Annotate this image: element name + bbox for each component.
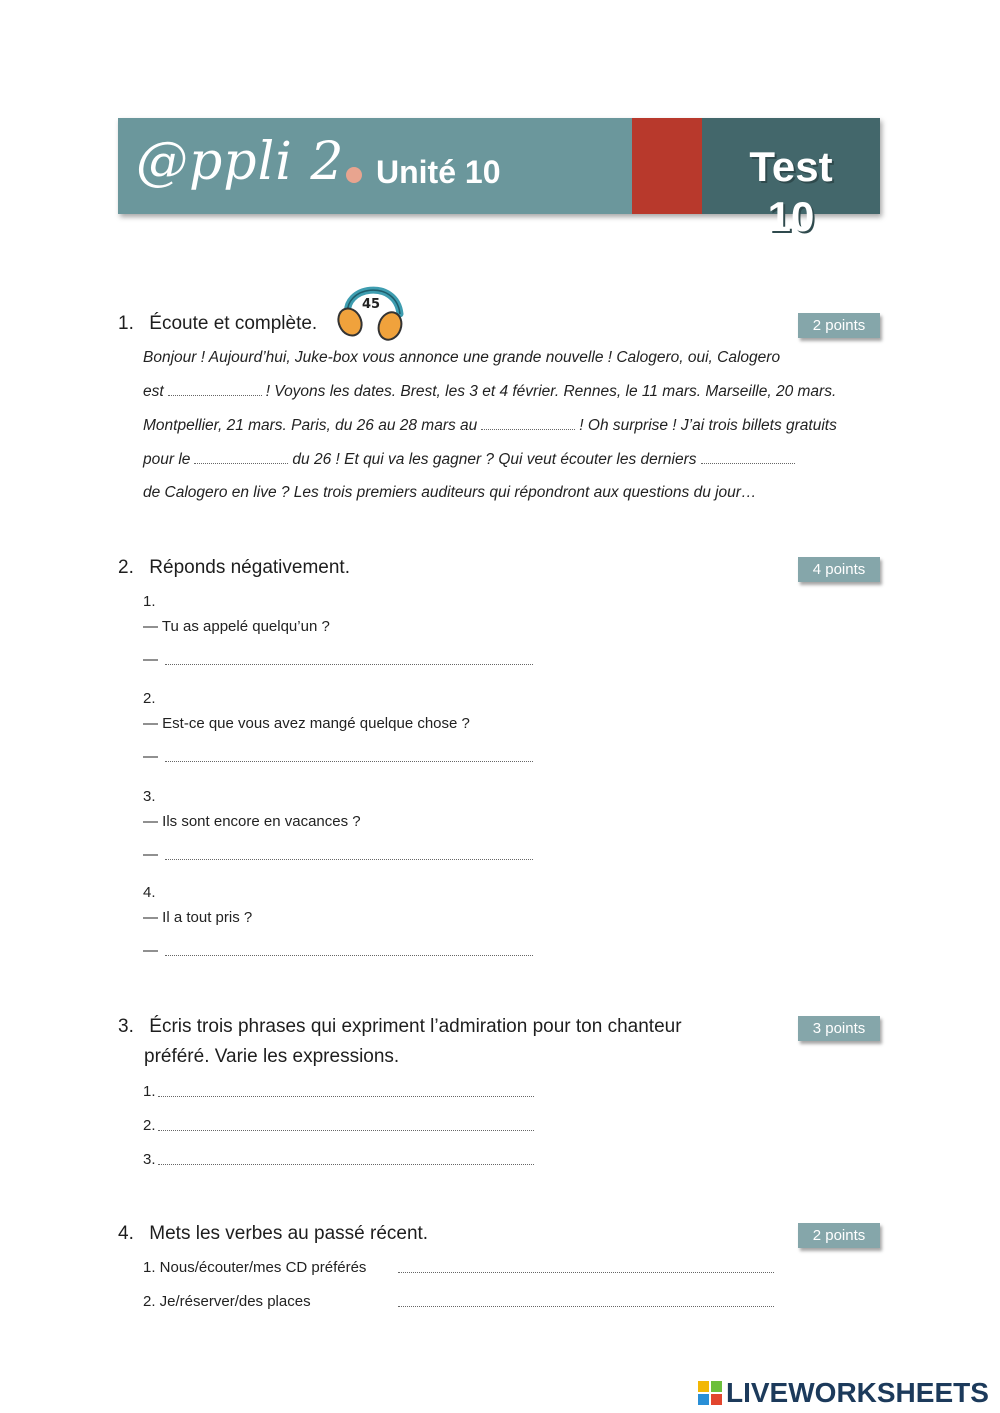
verb-prompt: 2. Je/réserver/des places <box>143 1293 311 1310</box>
answer-dash: — <box>143 651 158 668</box>
header-banner <box>118 118 880 240</box>
audio-track-number: 45 <box>361 297 381 312</box>
question-text: — Tu as appelé quelqu’un ? <box>143 618 330 635</box>
section-1-number: 1. <box>118 313 134 334</box>
answer-dash: — <box>143 942 158 959</box>
phrase-number: 2. <box>143 1117 156 1134</box>
answer-field-4[interactable] <box>165 955 533 956</box>
section-2-title <box>118 555 350 581</box>
line-text: Montpellier, 21 mars. Paris, du 26 au 28 mars au <box>143 417 478 434</box>
line-text: pour le <box>143 451 191 468</box>
answer-dash: — <box>143 748 158 765</box>
phrase-field-3[interactable] <box>158 1164 534 1165</box>
blank-field-1[interactable] <box>168 383 262 396</box>
answer-field-3[interactable] <box>165 859 533 860</box>
question-text: — Ils sont encore en vacances ? <box>143 813 361 830</box>
section-1-heading: Écoute et complète. <box>149 313 318 334</box>
phrase-number: 3. <box>143 1151 156 1168</box>
answer-dash: — <box>143 846 158 863</box>
banner-red-stripe <box>632 118 702 214</box>
test-title: Test 10 <box>749 143 833 240</box>
separator-dot <box>346 167 362 183</box>
line-text: de Calogero en live ? Les trois premiers auditeurs qui répondront aux questions du jour… <box>143 484 757 501</box>
answer-field-1[interactable] <box>165 664 533 665</box>
question-number: 2. <box>143 690 156 707</box>
line-text: Bonjour ! Aujourd’hui, Juke-box vous annonce une grande nouvelle ! Calogero, oui, Calogero <box>143 349 781 366</box>
section-1-line-1 <box>143 348 780 368</box>
section-1-points-badge: 2 points <box>798 313 880 338</box>
section-3-number: 3. <box>118 1016 134 1037</box>
answer-field-2[interactable] <box>165 761 533 762</box>
verb-prompt: 1. Nous/écouter/mes CD préférés <box>143 1259 367 1276</box>
blank-field-2[interactable] <box>481 417 575 430</box>
section-3-heading-line-1: Écris trois phrases qui expriment l’admiration pour ton chanteur <box>149 1016 682 1037</box>
question-text: — Est-ce que vous avez mangé quelque chose ? <box>143 715 470 732</box>
section-1-line-4 <box>143 450 799 470</box>
line-text: du 26 ! Et qui va les gagner ? Qui veut écouter les derniers <box>292 451 697 468</box>
question-number: 3. <box>143 788 156 805</box>
phrase-field-2[interactable] <box>158 1130 534 1131</box>
section-3-points-badge: 3 points <box>798 1016 880 1041</box>
section-4-title <box>118 1221 428 1247</box>
brand-title: @ppli 2 <box>136 132 345 192</box>
line-text: ! Oh surprise ! J’ai trois billets gratuits <box>579 417 837 434</box>
section-4-number: 4. <box>118 1223 134 1244</box>
logo-text: LIVEWORKSHEETS <box>726 1377 989 1408</box>
section-2-points-badge: 4 points <box>798 557 880 582</box>
verb-answer-field-2[interactable] <box>398 1306 774 1307</box>
section-1-line-2 <box>143 382 836 402</box>
section-1-title <box>118 311 317 337</box>
blank-field-4[interactable] <box>701 451 795 464</box>
section-1-line-5 <box>143 483 756 503</box>
section-1-line-3 <box>143 416 837 436</box>
headphones-icon <box>334 276 410 346</box>
line-text: ! Voyons les dates. Brest, les 3 et 4 février. Rennes, le 11 mars. Marseille, 20 mars. <box>265 383 837 400</box>
unit-title: Unité 10 <box>376 154 501 190</box>
section-3-title <box>118 1014 682 1040</box>
section-2-heading: Réponds négativement. <box>149 557 350 578</box>
phrase-field-1[interactable] <box>158 1096 534 1097</box>
section-4-heading: Mets les verbes au passé récent. <box>149 1223 429 1244</box>
blank-field-3[interactable] <box>194 451 288 464</box>
question-text: — Il a tout pris ? <box>143 909 253 926</box>
section-4-points-badge: 2 points <box>798 1223 880 1248</box>
question-number: 1. <box>143 593 156 610</box>
verb-answer-field-1[interactable] <box>398 1272 774 1273</box>
line-text: est <box>143 383 164 400</box>
logo-blocks-icon <box>698 1381 722 1405</box>
section-2-number: 2. <box>118 557 134 578</box>
phrase-number: 1. <box>143 1083 156 1100</box>
question-number: 4. <box>143 884 156 901</box>
section-3-heading-line-2: préféré. Varie les expressions. <box>144 1046 400 1067</box>
